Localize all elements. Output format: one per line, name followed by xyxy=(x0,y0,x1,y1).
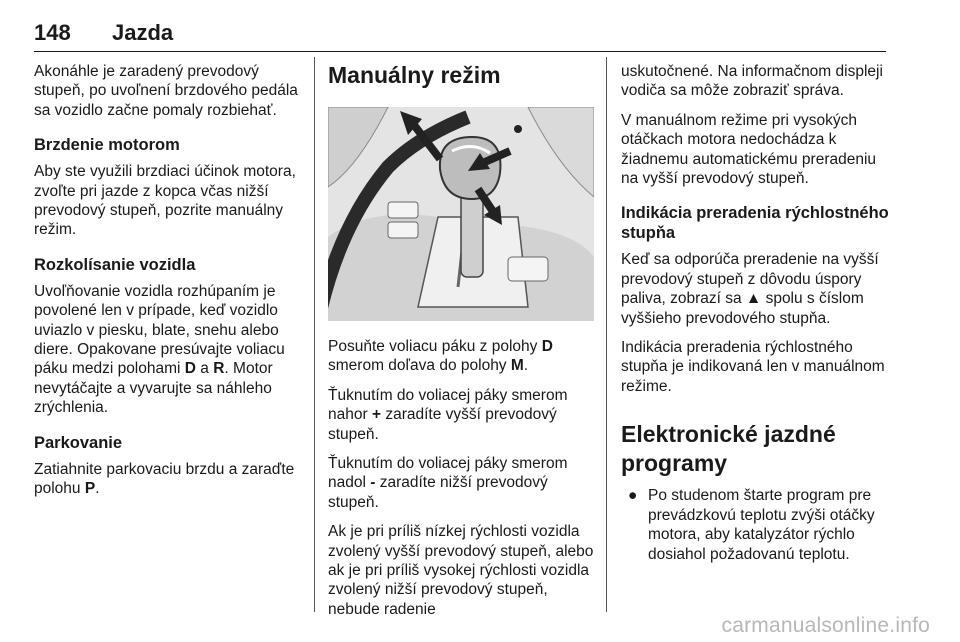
bullet-icon: ● xyxy=(628,487,638,505)
manual-p1-b: smerom doľava do polohy xyxy=(328,357,511,375)
intro-paragraph: Akonáhle je zaradený prevodový stupeň, po uvoľnení brzdového pedála sa vozidlo začne pomaly rozbiehať. xyxy=(34,63,298,119)
manual-p1-d: D xyxy=(541,338,553,355)
gear-d-label: D xyxy=(184,360,196,378)
brake-paragraph: Aby ste využili brzdiaci účinok motora, zvoľte pri jazde z kopca včas nižší prevodový stupeň, pozrite manuálny režim. xyxy=(34,163,296,239)
manual-p2-b: zaradíte vyšší prevodový stupeň. xyxy=(328,406,557,443)
col3-p1: uskutočnené. Na informačnom displeji vodiča sa môže zobraziť správa. xyxy=(621,63,883,100)
rock-text-a: Uvoľňovanie vozidla rozhúpaním je povolené len v prípade, keď vozidlo uviazlo v piesku, blate, snehu alebo diere. Opakovane presúvajte voliacu páku medzi polohami xyxy=(34,282,285,378)
column-divider-2 xyxy=(606,57,607,612)
column-1 xyxy=(34,62,302,509)
bullet-text: Po studenom štarte program pre prevádzkovú teplotu zvýši otáčky motora, aby katalyzátor rýchlo dosiahol požadovanú teplotu. xyxy=(648,487,875,563)
electronic-programs-heading: Elektronické jazdné programy xyxy=(621,421,836,477)
brake-heading: Brzdenie motorom xyxy=(34,136,180,155)
manual-p4: Ak je pri príliš nízkej rýchlosti vozidla zvolený vyšší prevodový stupeň, alebo ak je pri príliš vysokej rýchlosti vozidla zvolený nižší prevodový stupeň, nebude radenie xyxy=(328,523,594,618)
rock-and: a xyxy=(195,360,214,378)
gear-selector-illustration xyxy=(328,107,594,321)
list-item xyxy=(621,486,889,564)
header-rule xyxy=(34,51,886,52)
page-number: 148 xyxy=(34,20,71,45)
gear-p-label: P xyxy=(84,480,96,498)
rock-heading: Rozkolísanie vozidla xyxy=(34,255,196,274)
shift-indication-p1: Keď sa odporúča preradenie na vyšší prevodový stupeň z dôvodu úspory paliva, zobrazí sa ▲ spolu s číslom vyššieho prevodového stupňa. xyxy=(621,251,879,327)
watermark: carmanualsonline.info xyxy=(721,614,930,637)
manual-p1-m: M xyxy=(510,357,524,375)
manual-p1-c: . xyxy=(523,357,529,375)
shift-indication-p2: Indikácia preradenia rýchlostného stupňa je indikovaná len v manuálnom režime. xyxy=(621,339,885,395)
manual-p3 xyxy=(328,454,596,512)
park-paragraph xyxy=(34,460,302,499)
gear-r-label: R xyxy=(213,360,225,378)
column-3 xyxy=(621,62,889,564)
gear-lever-drawing xyxy=(328,107,594,321)
park-text-a: Zatiahnite parkovaciu brzdu a zaraďte polohu xyxy=(34,460,295,498)
shift-indication-heading: Indikácia preradenia rýchlostného stupňa xyxy=(621,204,889,243)
manual-p3-a: Ťuknutím do voliacej páky smerom nadol xyxy=(328,455,568,492)
manual-p2 xyxy=(328,386,596,444)
minus-symbol: - xyxy=(370,474,376,492)
park-text-b: . xyxy=(95,480,100,498)
page-header xyxy=(34,20,886,50)
manual-p2-a: Ťuknutím do voliacej páky smerom nahor xyxy=(328,386,568,424)
manual-p3-b: zaradíte nižší prevodový stupeň. xyxy=(328,474,548,511)
manual-p1 xyxy=(328,337,596,376)
chapter-title: Jazda xyxy=(112,20,174,45)
manual-mode-heading: Manuálny režim xyxy=(328,62,501,88)
manual-p1-a: Posuňte voliacu páku z polohy xyxy=(328,338,542,355)
rock-text-b: . Motor nevytáčajte a vyvarujte sa náhleho zrýchlenia. xyxy=(34,360,273,417)
plus-symbol: + xyxy=(371,406,382,424)
column-2 xyxy=(328,62,596,629)
park-heading: Parkovanie xyxy=(34,433,123,452)
rock-paragraph xyxy=(34,282,302,418)
column-divider-1 xyxy=(314,57,315,612)
col3-p2: V manuálnom režime pri vysokých otáčkach motora nedochádza k žiadnemu automatickému preradeniu na vyšší prevodový stupeň. xyxy=(621,111,877,188)
